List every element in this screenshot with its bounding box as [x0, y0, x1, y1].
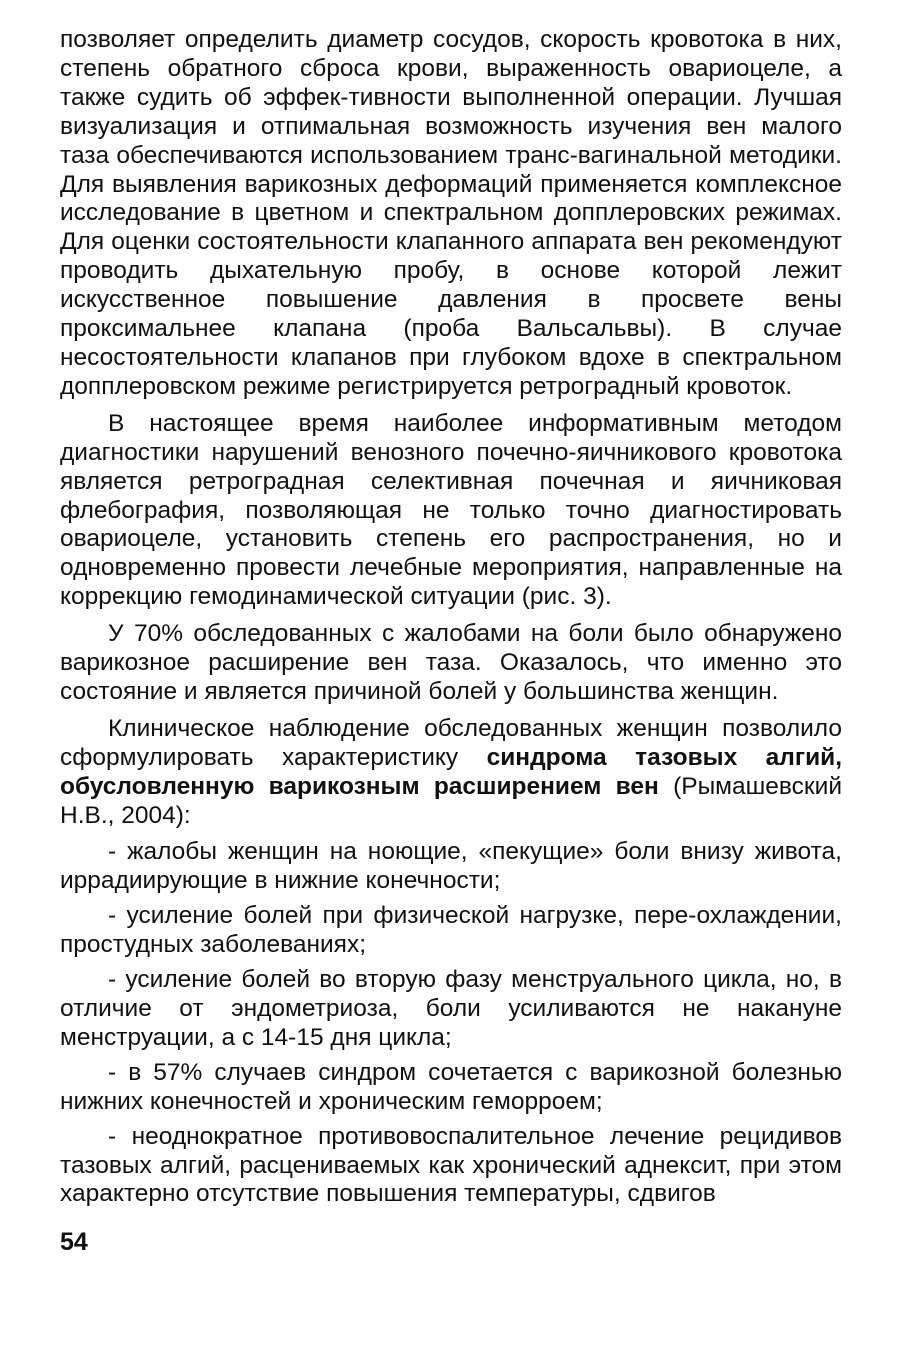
list-item: - жалобы женщин на ноющие, «пекущие» боли внизу живота, иррадиирующие в нижние конечности;	[60, 838, 842, 895]
syndrome-title: синдрома тазовых алгий, обусловленную варикозным расширением вен	[60, 743, 843, 800]
paragraph-2: В настоящее время наиболее информативным методом диагностики нарушений венозного почечно-яичникового кровотока является ретроградная селективная почечная и яичниковая флебография, позволяющая не только точно диагностировать овариоцеле, установить степень его распространения, но и одновременно провести лечебные мероприятия, направленные на коррекцию гемодинамической ситуации (рис. 3).	[60, 409, 842, 611]
list-item: - в 57% случаев синдром сочетается с варикозной болезнью нижних конечностей и хроническим геморроем;	[60, 1058, 842, 1115]
syndrome-intro: Клиническое наблюдение обследованных женщин позволило сформулировать характеристику	[60, 714, 842, 771]
paragraph-3: У 70% обследованных с жалобами на боли было обнаружено варикозное расширение вен таза. Оказалось, что именно это состояние и является причиной болей у большинства женщин.	[60, 620, 842, 705]
paragraph-1: позволяет определить диаметр сосудов, скорость кровотока в них, степень обратного сброса крови, выраженность овариоцеле, а также судить об эффек-тивности выполненной операции. Лучшая визуализация и отпимальная возможность изучения вен малого таза обеспечиваются использованием транс-вагинальной методики. Для выявления варикозных деформаций применяется комплексное исследование в цветном и спектральном допплеровских режимах. Для оценки состоятельности клапанного аппарата вен рекомендуют проводить дыхательную пробу, в основе которой лежит искусственное повышение давления в просвете вены проксимальнее клапана (проба Вальсальвы). В случае несостоятельности клапанов при глубоком вдохе в спектральном допплеровском режиме регистрируется ретроградный кровоток.	[60, 26, 842, 400]
list-item: - неоднократное противовоспалительное лечение рецидивов тазовых алгий, расцениваемых как хронический аднексит, при этом характерно отсутствие повышения температуры, сдвигов	[60, 1122, 842, 1208]
paragraph-syndrome	[60, 715, 842, 831]
list-item: - усиление болей при физической нагрузке, пере-охлаждении, простудных заболеваниях;	[60, 902, 842, 959]
page-number: 54	[60, 1228, 88, 1256]
body-text	[60, 26, 842, 1215]
list-item: - усиление болей во вторую фазу менструального цикла, но, в отличие от эндометриоза, боли усиливаются не накануне менструации, а с 14-15 дня цикла;	[60, 966, 842, 1051]
syndrome-citation: (Рымашевский Н.В., 2004):	[60, 772, 843, 829]
